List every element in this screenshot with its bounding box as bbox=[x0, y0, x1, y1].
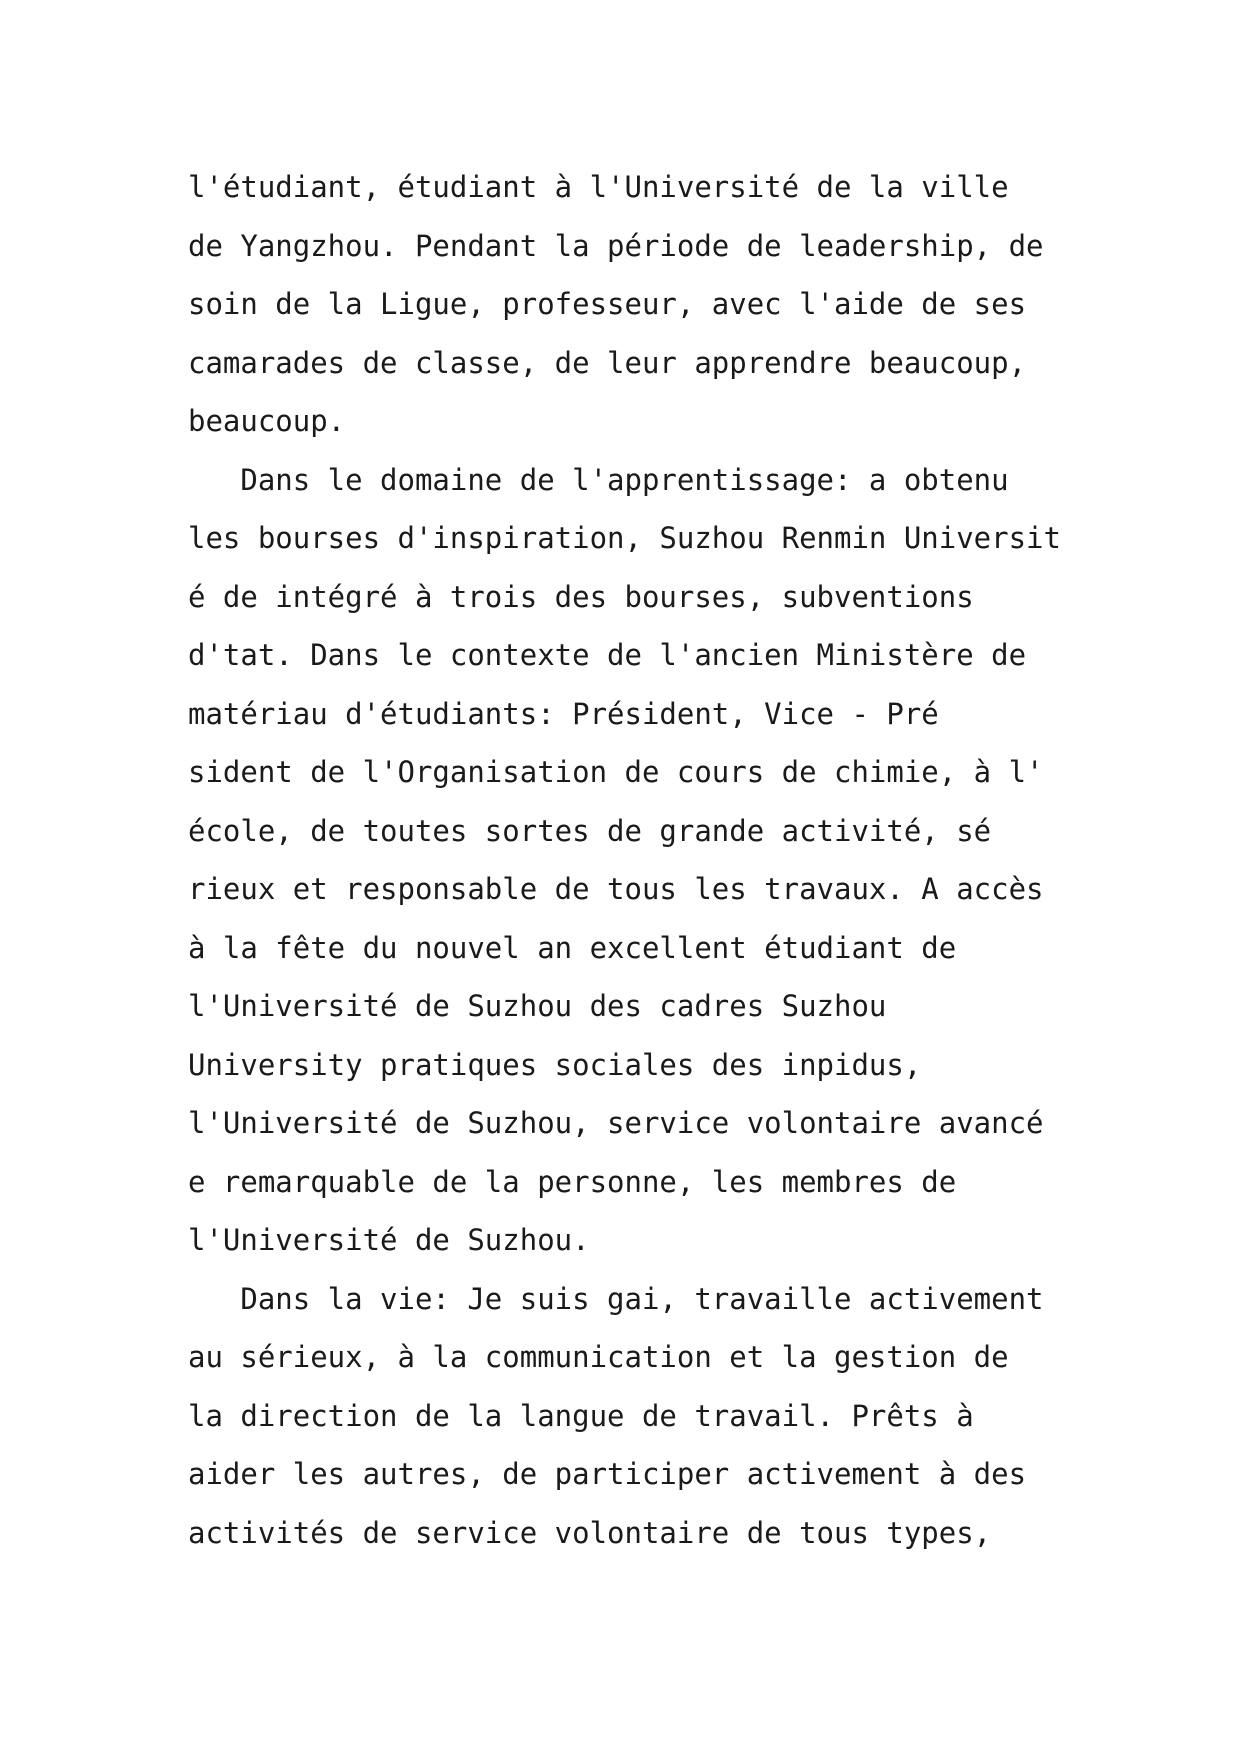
text-line: l'étudiant, étudiant à l'Université de la ville bbox=[188, 170, 1009, 204]
text-line: à la fête du nouvel an excellent étudiant de bbox=[188, 930, 957, 965]
text-line: beaucoup. bbox=[188, 404, 346, 438]
text-line: activités de service volontaire de tous types, bbox=[188, 1515, 992, 1550]
text-line: les bourses d'inspiration, Suzhou Renmin Universit bbox=[188, 521, 1061, 555]
text-line: e remarquable de la personne, les membres de bbox=[188, 1164, 957, 1199]
text-line: l'Université de Suzhou, service volontaire avancé bbox=[188, 1106, 1044, 1140]
text-line: la direction de la langue de travail. Prêts à bbox=[188, 1398, 974, 1433]
text-line: l'Université de Suzhou des cadres Suzhou bbox=[188, 989, 887, 1023]
text-line: é de intégré à trois des bourses, subventions bbox=[188, 579, 974, 614]
text-line: soin de la Ligue, professeur, avec l'aide de ses bbox=[188, 287, 1027, 321]
text-line: University pratiques sociales des inpidus, bbox=[188, 1047, 922, 1082]
text-line: Dans le domaine de l'apprentissage: a obtenu bbox=[188, 462, 1009, 497]
text-line: au sérieux, à la communication et la gestion de bbox=[188, 1340, 1009, 1374]
text-line: aider les autres, de participer activement à des bbox=[188, 1457, 1027, 1491]
text-line: de Yangzhou. Pendant la période de leadership, de bbox=[188, 228, 1044, 263]
text-line: matériau d'étudiants: Président, Vice - Pré bbox=[188, 696, 939, 731]
text-line: l'Université de Suzhou. bbox=[188, 1223, 590, 1257]
text-line: rieux et responsable de tous les travaux. A accès bbox=[188, 872, 1044, 906]
text-line: école, de toutes sortes de grande activité, sé bbox=[188, 813, 992, 848]
body-text bbox=[188, 158, 1061, 1562]
text-line: Dans la vie: Je suis gai, travaille activement bbox=[188, 1281, 1044, 1316]
text-line: sident de l'Organisation de cours de chimie, à l' bbox=[188, 755, 1044, 789]
text-line: d'tat. Dans le contexte de l'ancien Ministère de bbox=[188, 638, 1027, 672]
text-line: camarades de classe, de leur apprendre beaucoup, bbox=[188, 345, 1027, 380]
